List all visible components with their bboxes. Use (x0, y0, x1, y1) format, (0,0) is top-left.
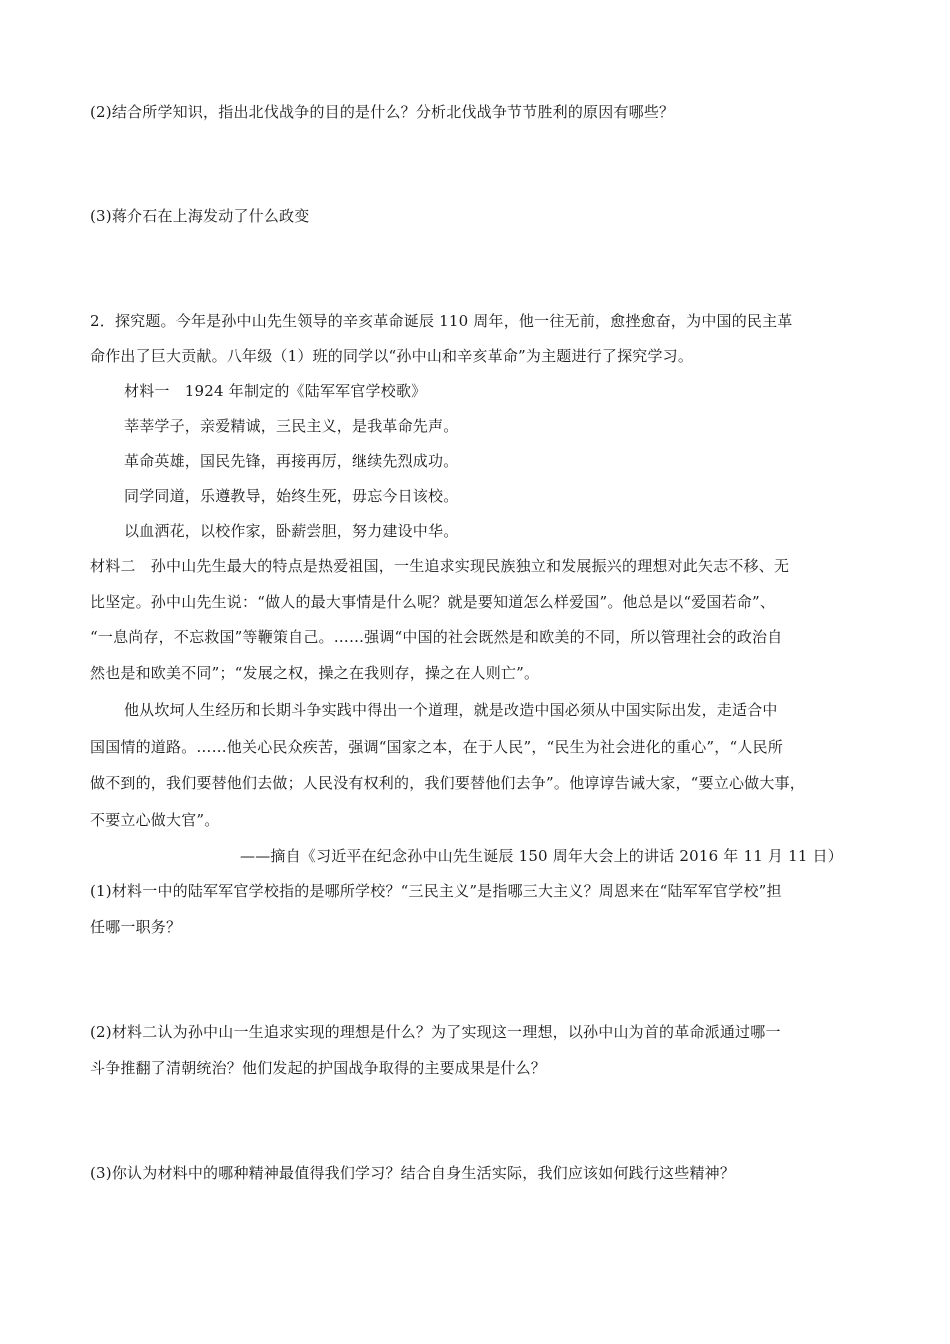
material-2-line: 国国情的道路。……他关心民众疾苦，强调“国家之本，在于人民”，“民生为社会进化的重心”，“人民所 (90, 738, 783, 756)
question-1-part-2: (2)结合所学知识，指出北伐战争的目的是什么？分析北伐战争节节胜利的原因有哪些？ (90, 103, 675, 121)
material-2-line: 做不到的，我们要替他们去做；人民没有权利的，我们要替他们去争”。他谆谆告诫大家，“要立心做大事， (90, 774, 805, 792)
material-1-line: 革命英雄，国民先锋，再接再厉，继续先烈成功。 (124, 452, 459, 470)
material-1-title: 材料一 1924 年制定的《陆军军官学校歌》 (124, 382, 427, 400)
question-2-part-2-line: 斗争推翻了清朝统治？他们发起的护国战争取得的主要成果是什么？ (90, 1059, 547, 1077)
question-1-part-3: (3)蒋介石在上海发动了什么政变 (90, 207, 310, 225)
material-2-line: 他从坎坷人生经历和长期斗争实践中得出一个道理，就是改造中国必须从中国实际出发，走适合中 (124, 701, 778, 719)
material-2-line: 比坚定。孙中山先生说：“做人的最大事情是什么呢？就是要知道怎么样爱国”。他总是以“爱国若命”、 (90, 593, 776, 611)
material-1-line: 同学同道，乐遵教导，始终生死，毋忘今日该校。 (124, 487, 459, 505)
material-2-line: 材料二 孙中山先生最大的特点是热爱祖国，一生追求实现民族独立和发展振兴的理想对此矢志不移、无 (90, 557, 790, 575)
question-2-part-2-line: (2)材料二认为孙中山一生追求实现的理想是什么？为了实现这一理想，以孙中山为首的革命派通过哪一 (90, 1023, 781, 1041)
question-2-part-1-line: (1)材料一中的陆军军官学校指的是哪所学校？“三民主义”是指哪三大主义？周恩来在“陆军军官学校”担 (90, 882, 782, 900)
question-2-intro-line-1: 2．探究题。今年是孙中山先生领导的辛亥革命诞辰 110 周年，他一往无前，愈挫愈奋，为中国的民主革 (90, 312, 793, 330)
material-2-line: 然也是和欧美不同”；“发展之权，操之在我则存，操之在人则亡”。 (90, 664, 540, 682)
question-2-part-1-line: 任哪一职务？ (90, 918, 182, 936)
material-1-line: 以血洒花，以校作家，卧薪尝胆，努力建设中华。 (124, 522, 459, 540)
material-1-line: 莘莘学子，亲爱精诚，三民主义，是我革命先声。 (124, 417, 459, 435)
material-2-line: 不要立心做大官”。 (90, 811, 220, 829)
material-2-line: “一息尚存，不忘救国”等鞭策自己。……强调“中国的社会既然是和欧美的不同，所以管理社会的政治自 (90, 628, 783, 646)
question-2-intro-line-2: 命作出了巨大贡献。八年级（1）班的同学以“孙中山和辛亥革命”为主题进行了探究学习。 (90, 347, 694, 365)
material-2-source: ——摘自《习近平在纪念孙中山先生诞辰 150 周年大会上的讲话 2016 年 11 月 11 日） (240, 847, 843, 865)
question-2-part-3-line: (3)你认为材料中的哪种精神最值得我们学习？结合自身生活实际，我们应该如何践行这些精神？ (90, 1164, 736, 1182)
